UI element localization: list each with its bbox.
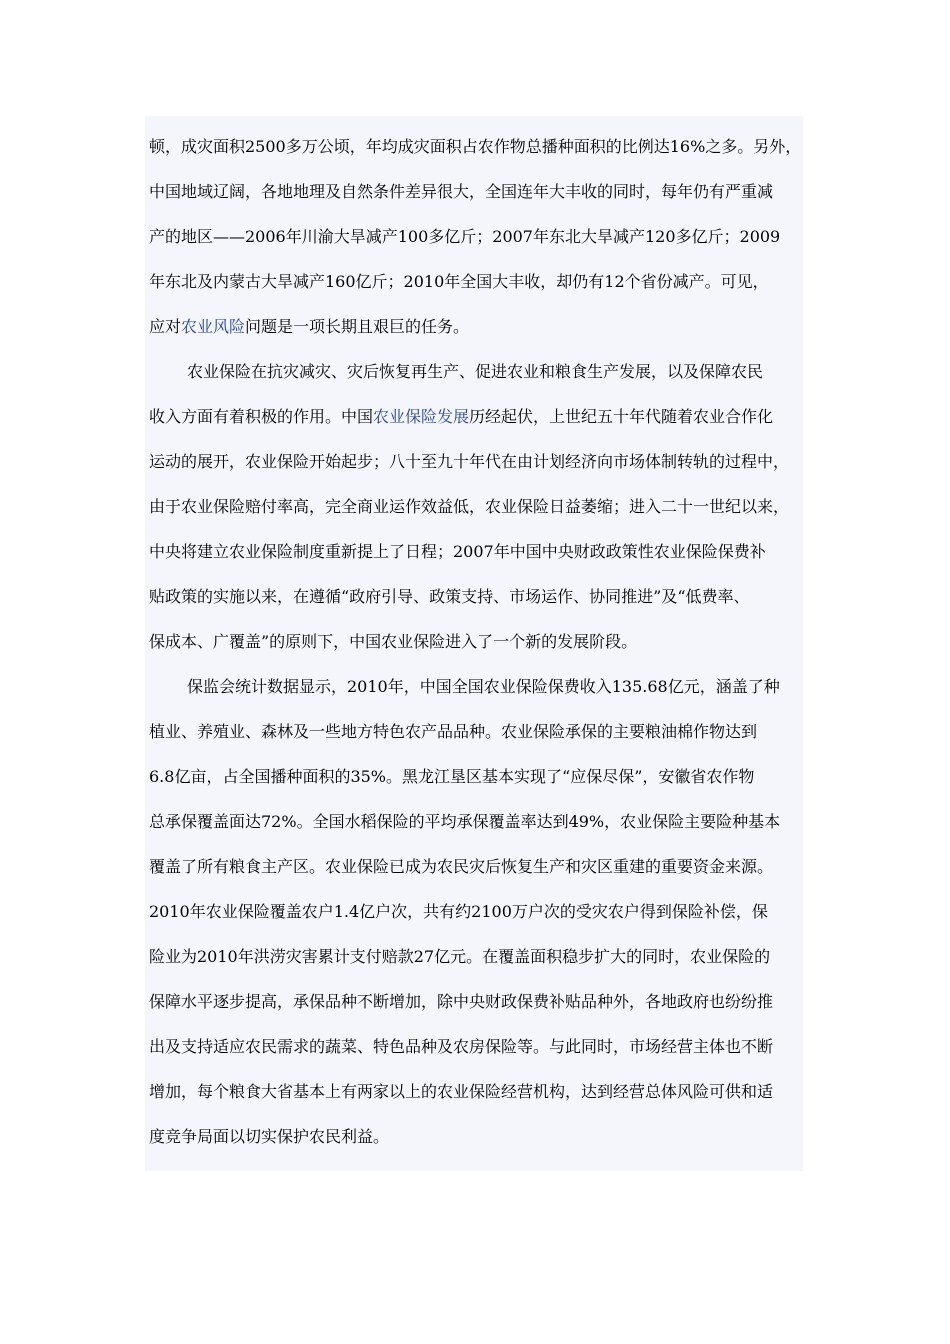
link-agricultural-insurance-development[interactable]: 农业保险发展 <box>373 407 470 426</box>
text-fragment: 应对 <box>149 317 182 336</box>
text-line: 覆盖了所有粮食主产区。农业保险已成为农民灾后恢复生产和灾区重建的重要资金来源。 <box>149 857 774 876</box>
text-line: 增加，每个粮食大省基本上有两家以上的农业保险经营机构，达到经营总体风险可供和适 <box>149 1082 774 1101</box>
text-line: 顿，成灾面积2500多万公顷，年均成灾面积占农作物总播种面积的比例达16%之多。另外， <box>149 137 802 156</box>
text-line: 运动的展开，农业保险开始起步；八十至九十年代在由计划经济向市场体制转轨的过程中， <box>149 452 790 471</box>
text-line: 中央将建立农业保险制度重新提上了日程；2007年中国中央财政政策性农业保险保费补 <box>149 542 766 561</box>
text-line: 植业、养殖业、森林及一些地方特色农产品品种。农业保险承保的主要粮油棉作物达到 <box>149 722 758 741</box>
paragraph-start-line: 保监会统计数据显示，2010年，中国全国农业保险保费收入135.68亿元，涵盖了种 <box>187 677 780 696</box>
text-line: 6.8亿亩，占全国播种面积的35%。黑龙江垦区基本实现了“应保尽保”，安徽省农作物 <box>149 767 755 786</box>
text-line: 中国地域辽阔，各地地理及自然条件差异很大，全国连年大丰收的同时，每年仍有严重减 <box>149 182 774 201</box>
text-line: 保成本、广覆盖”的原则下，中国农业保险进入了一个新的发展阶段。 <box>149 632 638 651</box>
text-line: 险业为2010年洪涝灾害累计支付赔款27亿元。在覆盖面积稳步扩大的同时，农业保险的 <box>149 947 771 966</box>
text-line: 度竞争局面以切实保护农民利益。 <box>149 1127 390 1146</box>
text-fragment: 收入方面有着积极的作用。中国 <box>149 407 374 426</box>
text-line: 保障水平逐步提高，承保品种不断增加，除中央财政保费补贴品种外，各地政府也纷纷推 <box>149 992 774 1011</box>
paragraph-start-line: 农业保险在抗灾减灾、灾后恢复再生产、促进农业和粮食生产发展，以及保障农民 <box>187 362 764 381</box>
text-line: 总承保覆盖面达72%。全国水稻保险的平均承保覆盖率达到49%，农业保险主要险种基本 <box>149 812 781 831</box>
text-fragment: 问题是一项长期且艰巨的任务。 <box>245 317 470 336</box>
text-line: 由于农业保险赔付率高，完全商业运作效益低，农业保险日益萎缩；进入二十一世纪以来， <box>149 497 790 516</box>
text-line: 产的地区——2006年川渝大旱减产100多亿斤；2007年东北大旱减产120多亿斤；2009 <box>149 227 781 246</box>
text-line: 贴政策的实施以来，在遵循“政府引导、政策支持、市场运作、协同推进”及“低费率、 <box>149 587 750 606</box>
article-body <box>145 116 803 1171</box>
text-line: 出及支持适应农民需求的蔬菜、特色品种及农房保险等。与此同时，市场经营主体也不断 <box>149 1037 774 1056</box>
link-agricultural-risk[interactable]: 农业风险 <box>181 317 246 336</box>
text-line: 2010年农业保险覆盖农户1.4亿户次，共有约2100万户次的受灾农户得到保险补偿，保 <box>149 902 768 921</box>
text-line <box>149 304 803 349</box>
text-line: 年东北及内蒙古大旱减产160亿斤；2010年全国大丰收，却仍有12个省份减产。可见， <box>149 272 769 291</box>
text-fragment: 历经起伏，上世纪五十年代随着农业合作化 <box>469 407 774 426</box>
text-line <box>149 394 803 439</box>
